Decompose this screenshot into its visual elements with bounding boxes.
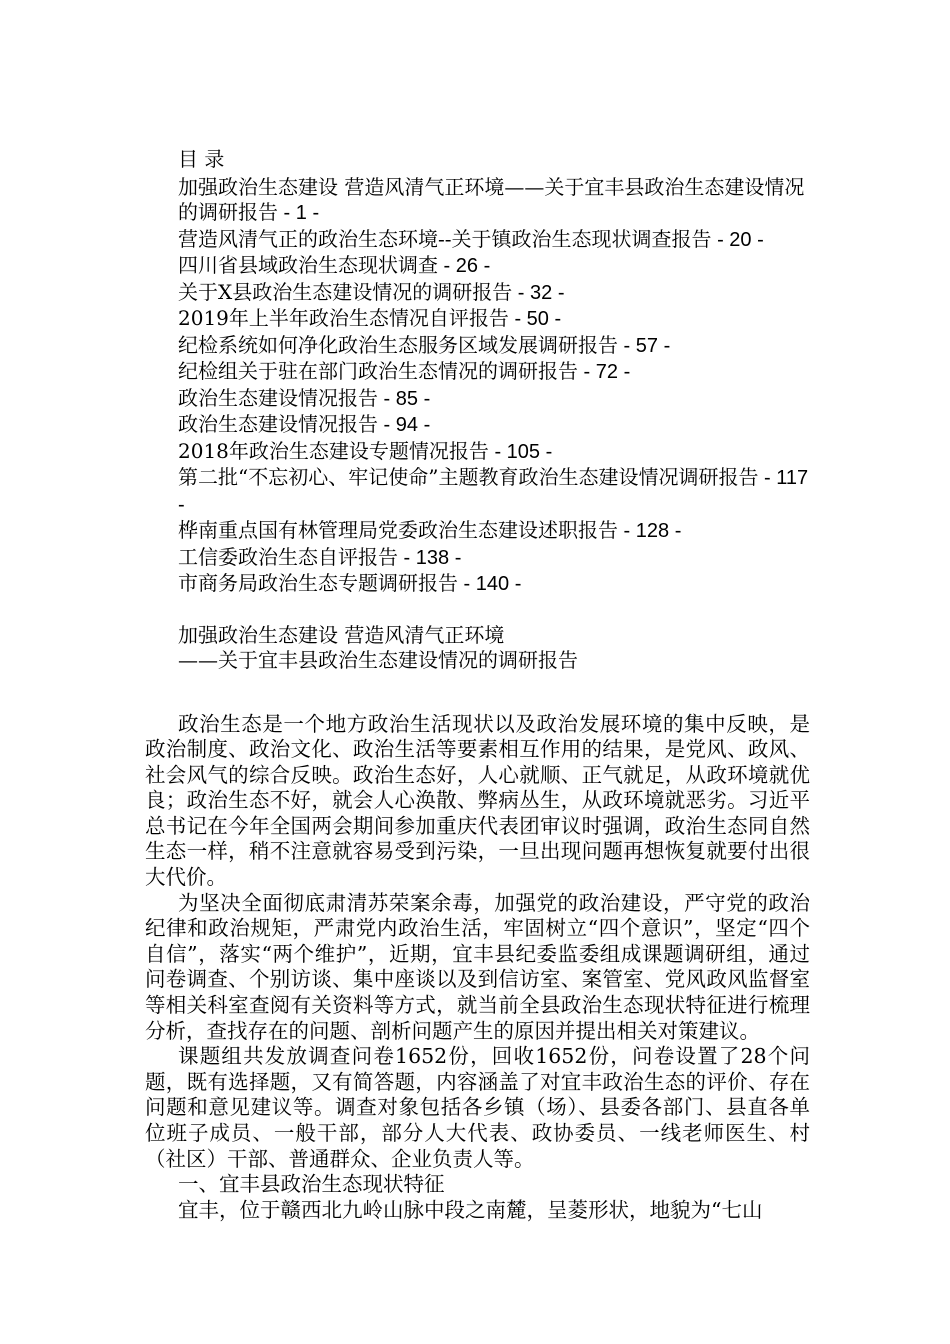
article-body [145, 712, 810, 1224]
toc-entry-text: 关于X县政治生态建设情况的调研报告 [178, 279, 513, 304]
toc-entry-text: 四川省县域政治生态现状调查 [178, 253, 438, 277]
toc-title: 目 录 [178, 147, 225, 171]
paragraph: 课题组共发放调查问卷1652份，回收1652份，问卷设置了28个问题，既有选择题，又有简答题，内容涵盖了对宜丰政治生态的评价、存在问题和意见建议等。调查对象包括各乡镇（场）、县委各部门、县直各单位班子成员、一般干部，部分人大代表、政协委员、一线老师医生、村（社区）干部、普通群众、企业负责人等。 [145, 1044, 810, 1171]
toc-entry-page: - 140 - [458, 573, 522, 595]
toc-entry-page: - 1 - [278, 202, 320, 224]
toc-entry-text: 桦南重点国有林管理局党委政治生态建设述职报告 [178, 518, 618, 542]
toc-entry-page: - 94 - [378, 414, 431, 436]
toc-entry[interactable] [145, 280, 810, 307]
toc-entry-page: - 57 - [618, 334, 671, 357]
toc-entry[interactable] [145, 465, 814, 518]
toc-entry-page: - 26 - [438, 255, 491, 277]
toc-entry-page: - 128 - [618, 520, 682, 542]
toc-entry-page: - 85 - [378, 387, 431, 410]
toc-entry-text: 纪检系统如何净化政治生态服务区域发展调研报告 [178, 332, 618, 357]
toc-entry[interactable] [145, 175, 810, 227]
toc-entry[interactable] [145, 253, 810, 280]
toc-entry-page: - 32 - [512, 281, 565, 304]
toc-entry-page: - 105 - [488, 440, 553, 463]
toc-entry[interactable] [145, 518, 810, 545]
toc-entry-page: - 117 - [178, 467, 814, 516]
spacer [145, 674, 810, 699]
toc-entry[interactable] [145, 571, 810, 598]
toc-entry[interactable] [145, 333, 810, 360]
page-content [145, 147, 814, 1223]
toc-entry-text: 2019年上半年政治生态情况自评报告 [178, 306, 509, 330]
toc-entry-text: 营造风清气正的政治生态环境--关于镇政治生态现状调查报告 [178, 226, 712, 251]
toc-entry-page: - 138 - [398, 546, 462, 569]
paragraph: 宜丰，位于赣西北九岭山脉中段之南麓，呈菱形状，地貌为“七山 [178, 1197, 763, 1222]
toc-entry-text: 工信委政治生态自评报告 [178, 544, 398, 569]
toc-list [145, 174, 814, 598]
spacer [145, 598, 810, 623]
toc-entry[interactable] [145, 412, 810, 439]
paragraph: 政治生态是一个地方政治生活现状以及政治发展环境的集中反映，是政治制度、政治文化、政治生活等要素相互作用的结果，是党风、政风、社会风气的综合反映。政治生态好，人心就顺、正气就足，从政环境就优良；政治生态不好，就会人心涣散、弊病丛生，从政环境就恶劣。习近平总书记在今年全国两会期间参加重庆代表团审议时强调，政治生态同自然生态一样，稍不注意就容易受到污染，一旦出现问题再想恢复就要付出很大代价。 [145, 711, 810, 890]
toc-entry[interactable] [145, 227, 810, 254]
toc-entry-page: - 20 - [711, 228, 764, 251]
paragraph: 为坚决全面彻底肃清苏荣案余毒，加强党的政治建设，严守党的政治纪律和政治规矩，严肃党内政治生活，牢固树立“四个意识”，坚定“四个自信”，落实“两个维护”，近期，宜丰县纪委监委组成课题调研组，通过问卷调查、个别访谈、集中座谈以及到信访室、案管室、党风政风监督室等相关科室查阅有关资料等方式，就当前全县政治生态现状特征进行梳理分析，查找存在的问题、剖析问题产生的原因并提出相关对策建议。 [145, 890, 810, 1043]
toc-entry[interactable] [145, 359, 810, 386]
toc-entry-text: 加强政治生态建设 营造风清气正环境——关于宜丰县政治生态建设情况的调研报告 [178, 174, 805, 224]
toc-entry-text: 市商务局政治生态专题调研报告 [178, 571, 458, 595]
toc-entry-page: - 72 - [578, 361, 631, 383]
section-heading: 一、宜丰县政治生态现状特征 [178, 1172, 445, 1197]
toc-entry-text: 政治生态建设情况报告 [178, 412, 378, 436]
toc-entry[interactable] [145, 545, 810, 572]
toc-entry[interactable] [145, 306, 810, 333]
toc-entry-text: 2018年政治生态建设专题情况报告 [178, 438, 489, 463]
toc-entry-text: 第二批“不忘初心、牢记使命”主题教育政治生态建设情况调研报告 [178, 465, 759, 489]
toc-entry-page: - 50 - [508, 308, 562, 330]
toc-entry[interactable] [145, 386, 810, 413]
toc-entry[interactable] [145, 439, 810, 466]
article-subtitle: ——关于宜丰县政治生态建设情况的调研报告 [178, 648, 578, 672]
article-title: 加强政治生态建设 营造风清气正环境 [178, 622, 505, 647]
toc-entry-text: 纪检组关于驻在部门政治生态情况的调研报告 [178, 359, 578, 383]
toc-entry-text: 政治生态建设情况报告 [178, 385, 378, 410]
